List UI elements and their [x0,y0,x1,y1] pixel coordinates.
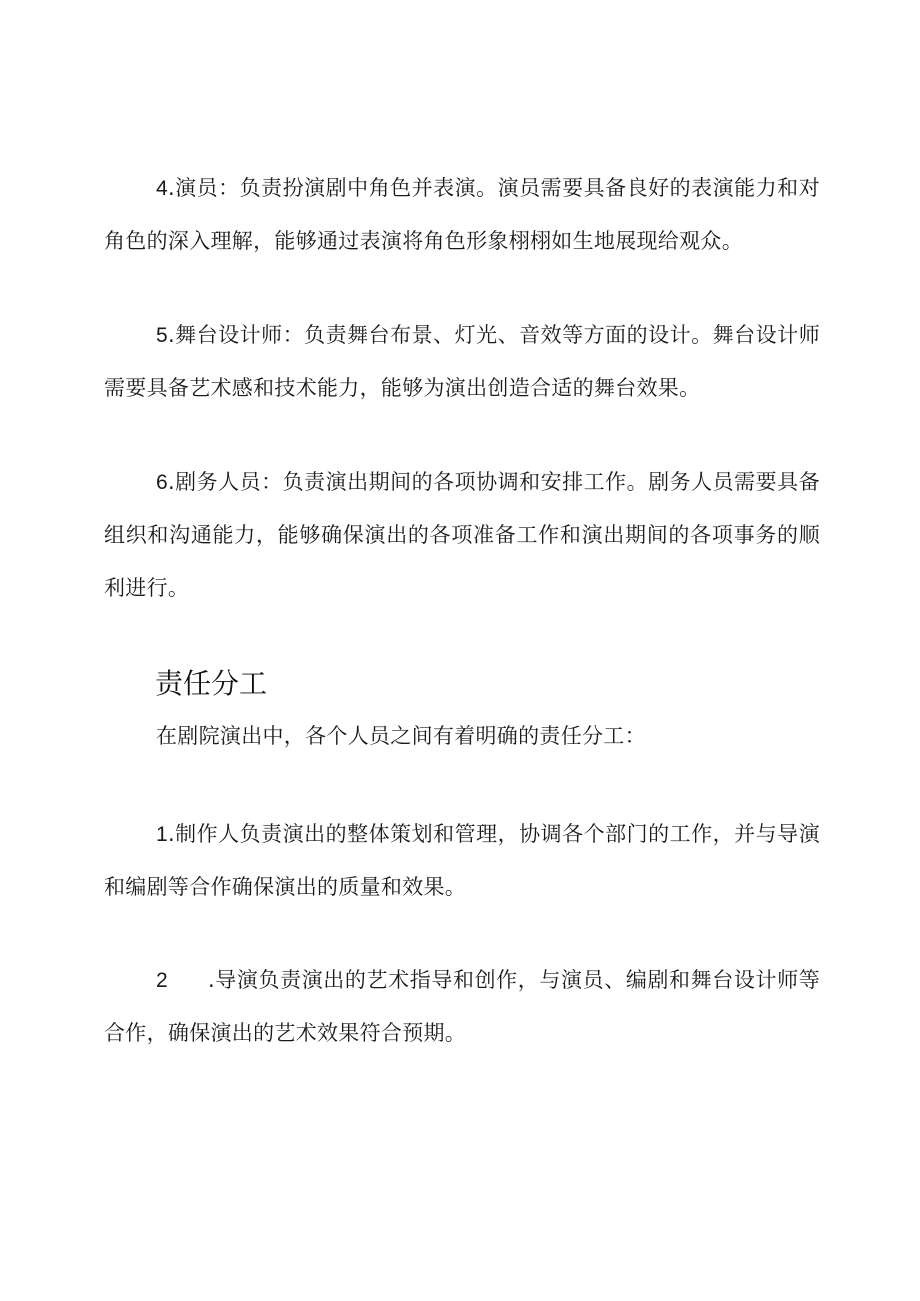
role-text: .舞台设计师：负责舞台布景、灯光、音效等方面的设计。舞台设计师需要具备艺术感和技术能力，能够为演出创造合适的舞台效果。 [104,323,820,400]
section-heading: 责任分工 [155,667,268,700]
role-paragraph-stage-crew [104,456,820,615]
role-number: 6 [156,471,168,494]
duty-text: .制作人负责演出的整体策划和管理，协调各个部门的工作，并与导演和编剧等合作确保演出的质量和效果。 [104,822,820,899]
duty-number: 2 [156,969,168,992]
role-number: 5 [156,324,168,347]
role-number: 4 [156,177,168,200]
role-paragraph-actor [104,162,820,268]
duty-number: 1 [156,823,168,846]
section-intro: 在剧院演出中，各个人员之间有着明确的责任分工： [156,724,646,748]
role-text: .剧务人员：负责演出期间的各项协调和安排工作。剧务人员需要具备组织和沟通能力，能够确保演出的各项准备工作和演出期间的各项事务的顺利进行。 [104,470,820,600]
role-paragraph-stage-designer [104,309,820,415]
duty-paragraph-director [104,954,820,1060]
role-text: .演员：负责扮演剧中角色并表演。演员需要具备良好的表演能力和对角色的深入理解，能够通过表演将角色形象栩栩如生地展现给观众。 [104,176,820,253]
duty-text: .导演负责演出的艺术指导和创作，与演员、编剧和舞台设计师等合作，确保演出的艺术效果符合预期。 [104,968,820,1045]
duty-paragraph-producer [104,808,820,914]
